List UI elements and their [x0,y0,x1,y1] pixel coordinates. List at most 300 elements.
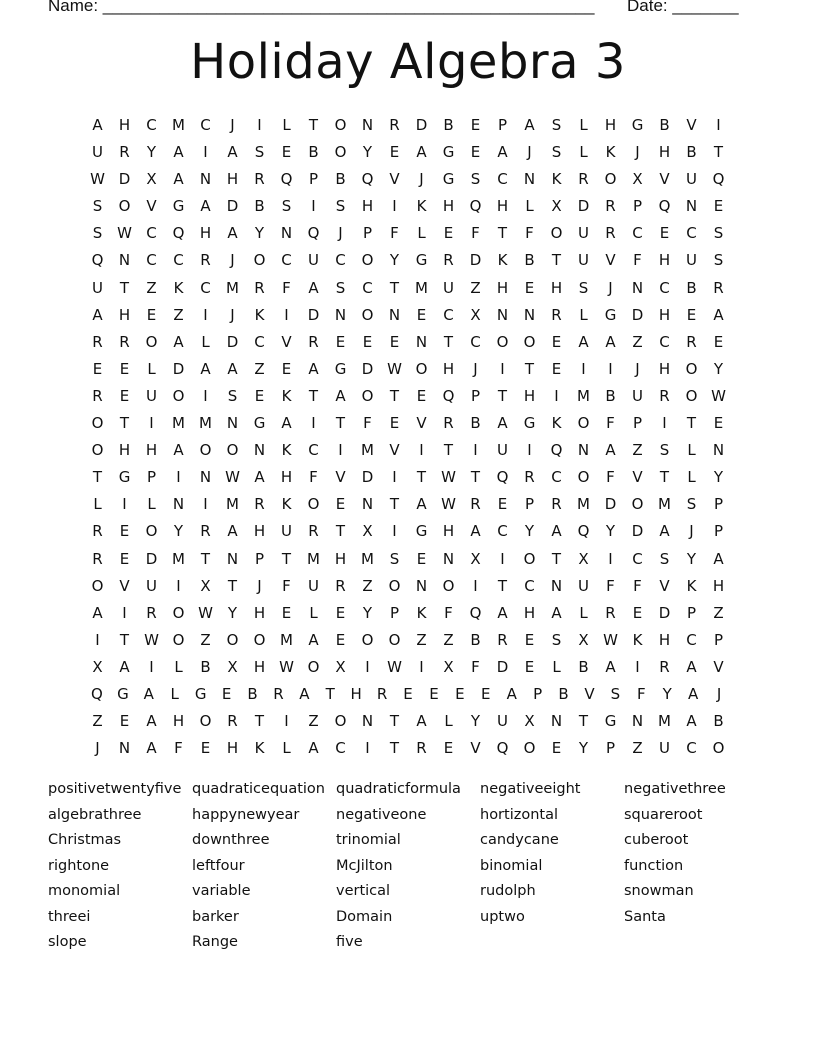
grid-letter: O [172,630,185,649]
grid-letter: C [686,630,697,649]
grid-letter: I [203,305,208,324]
grid-letter: C [362,278,373,297]
grid-letter: L [579,143,588,162]
grid-letter: A [227,522,238,541]
grid-letter: S [227,386,238,405]
grid-letter: K [416,603,427,622]
grid-letter: S [551,116,562,134]
grid-letter: I [527,441,532,460]
grid-letter: T [551,549,562,568]
grid-row [84,220,732,247]
grid-letter: A [143,684,154,703]
grid-letter: T [308,386,319,405]
grid-letter: U [578,576,589,595]
grid-letter: G [117,684,129,703]
grid-row [84,627,732,654]
grid-row [84,654,732,681]
grid-row [84,275,732,302]
grid-letter: E [281,603,292,622]
grid-letter: R [578,170,589,189]
grid-letter: P [713,630,724,649]
grid-letter: S [659,441,670,460]
grid-letter: M [172,116,185,134]
word-list-item: candycane [480,832,559,848]
grid-letter: T [308,116,319,134]
grid-letter: R [659,657,670,676]
grid-row [84,708,732,735]
grid-letter: A [281,414,292,433]
grid-letter: E [551,359,562,378]
word-list-item: algebrathree [48,806,142,823]
grid-letter: K [281,495,292,514]
grid-letter: O [172,603,185,622]
grid-letter: S [659,549,670,568]
grid-letter: H [550,278,563,297]
grid-letter: L [552,657,561,676]
grid-letter: O [712,739,725,758]
word-list-item: squareroot [624,806,703,823]
grid-letter: R [119,332,130,351]
grid-letter: W [279,657,294,676]
grid-letter: T [497,386,508,405]
grid-letter: I [311,197,316,216]
grid-letter: T [254,712,265,731]
grid-letter: F [444,603,453,622]
grid-letter: I [338,441,343,460]
grid-letter: P [308,170,319,189]
grid-letter: P [497,116,508,134]
grid-letter: M [361,549,374,568]
grid-letter: A [506,684,517,703]
grid-letter: P [389,603,400,622]
grid-letter: R [605,603,616,622]
grid-letter: W [387,657,402,676]
grid-letter: Z [146,278,157,297]
grid-letter: T [578,712,589,731]
grid-letter: W [711,386,726,405]
grid-letter: Z [308,712,319,731]
grid-letter: F [363,414,372,433]
grid-letter: N [172,495,185,514]
grid-letter: R [389,116,400,134]
grid-letter: R [551,305,562,324]
grid-letter: E [713,414,724,433]
grid-letter: R [443,414,454,433]
grid-letter: F [282,576,291,595]
grid-letter: L [417,224,426,243]
grid-letter: I [554,386,559,405]
grid-letter: H [253,522,266,541]
grid-row [84,139,732,166]
grid-letter: F [471,657,480,676]
grid-letter: P [632,197,643,216]
grid-letter: Y [662,684,672,703]
grid-letter: H [658,143,671,162]
grid-letter: Z [254,359,265,378]
word-list-item: downthree [192,832,270,848]
grid-letter: O [496,332,509,351]
grid-letter: R [254,170,265,189]
grid-letter: N [415,576,428,595]
grid-letter: Z [632,739,643,758]
grid-letter: E [119,522,130,541]
grid-letter: P [146,468,157,487]
grid-letter: F [606,414,615,433]
word-list-item: binomial [480,857,543,874]
grid-letter: T [416,468,427,487]
grid-letter: O [388,630,401,649]
grid-letter: Y [227,603,238,622]
grid-letter: E [551,739,562,758]
grid-letter: A [119,657,130,676]
word-list-item: leftfour [192,857,245,874]
grid-letter: P [524,495,535,514]
word-list-item: five [336,934,363,950]
grid-letter: H [350,684,362,703]
grid-letter: I [365,657,370,676]
grid-letter: G [442,170,455,189]
grid-letter: I [608,359,613,378]
grid-letter: I [311,414,316,433]
grid-letter: G [334,359,347,378]
grid-letter: B [200,657,211,676]
grid-letter: A [254,468,265,487]
grid-letter: Z [173,305,184,324]
grid-letter: Z [416,630,427,649]
grid-letter: E [416,549,427,568]
grid-row [84,573,732,600]
grid-letter: E [389,332,400,351]
grid-letter: X [335,657,346,676]
grid-letter: P [713,522,724,541]
grid-letter: T [119,278,130,297]
grid-letter: Y [578,739,589,758]
grid-letter: R [273,684,284,703]
grid-letter: N [334,305,347,324]
grid-letter: U [659,739,670,758]
grid-row [84,518,732,545]
grid-letter: H [118,305,131,324]
grid-letter: E [524,630,535,649]
grid-letter: A [308,630,319,649]
grid-letter: O [307,495,320,514]
grid-letter: M [226,495,239,514]
grid-letter: A [605,657,616,676]
grid-letter: U [281,522,292,541]
grid-letter: E [362,332,373,351]
grid-letter: Q [550,441,563,460]
grid-letter: R [443,251,454,270]
grid-letter: Y [362,603,373,622]
grid-letter: N [415,332,428,351]
grid-letter: R [146,603,157,622]
word-list-item: rudolph [480,883,536,899]
grid-letter: J [230,251,235,270]
grid-letter: W [144,630,159,649]
grid-letter: R [605,197,616,216]
grid-letter: C [659,332,670,351]
grid-letter: R [200,522,211,541]
grid-letter: E [335,630,346,649]
grid-letter: J [230,116,235,134]
grid-letter: Y [470,712,481,731]
grid-letter: H [226,739,239,758]
grid-letter: W [603,630,618,649]
grid-letter: L [687,441,696,460]
grid-letter: U [308,251,319,270]
grid-letter: Y [713,359,724,378]
grid-letter: C [497,170,508,189]
grid-letter: B [470,630,481,649]
word-list-item: Range [192,934,238,950]
name-field-label: Name: ____________________________________________________ [48,0,595,15]
grid-letter: Q [91,251,104,270]
grid-letter: G [604,305,617,324]
grid-letter: Q [496,468,509,487]
grid-letter: P [686,603,697,622]
grid-letter: F [606,576,615,595]
grid-letter: V [335,468,346,487]
grid-letter: V [713,657,724,676]
grid-letter: A [92,305,103,324]
grid-letter: V [416,414,427,433]
grid-letter: T [551,251,562,270]
grid-letter: Z [200,630,211,649]
grid-letter: L [174,657,183,676]
grid-letter: Z [443,630,454,649]
grid-letter: Z [362,576,373,595]
grid-letter: E [389,143,400,162]
word-list-item: Christmas [48,832,122,848]
grid-letter: R [376,684,388,703]
grid-letter: C [632,224,643,243]
grid-row [84,166,732,193]
grid-letter: S [281,197,292,216]
grid-letter: H [658,359,671,378]
grid-letter: T [389,739,400,758]
grid-letter: K [497,251,508,270]
grid-letter: Q [469,603,482,622]
grid-letter: F [174,739,183,758]
grid-letter: M [415,278,428,297]
grid-letter: E [481,684,491,703]
grid-letter: S [713,224,724,243]
grid-letter: H [496,197,509,216]
grid-letter: B [254,197,265,216]
grid-letter: B [686,143,697,162]
grid-letter: E [713,332,724,351]
grid-letter: S [389,549,400,568]
grid-row [84,546,732,573]
grid-letter: E [119,386,130,405]
grid-letter: S [686,495,697,514]
grid-letter: I [392,468,397,487]
grid-letter: X [200,576,211,595]
grid-letter: O [577,468,590,487]
grid-letter: D [226,332,239,351]
grid-letter: I [176,576,181,595]
grid-letter: J [608,278,613,297]
grid-letter: A [146,739,157,758]
grid-letter: A [686,657,697,676]
grid-letter: F [309,468,318,487]
grid-letter: C [146,251,157,270]
grid-letter: O [685,386,698,405]
grid-letter: A [308,739,319,758]
grid-letter: W [90,170,105,189]
grid-letter: I [203,495,208,514]
grid-letter: T [659,468,670,487]
grid-letter: C [173,251,184,270]
grid-letter: O [199,441,212,460]
grid-letter: F [606,468,615,487]
grid-letter: C [686,224,697,243]
grid-letter: F [633,251,642,270]
grid-letter: B [247,684,258,703]
grid-letter: H [253,603,266,622]
grid-letter: Q [91,684,103,703]
grid-letter: N [523,305,536,324]
grid-row [84,681,732,708]
grid-letter: L [170,684,179,703]
grid-letter: O [523,549,536,568]
grid-letter: O [91,441,104,460]
grid-letter: H [658,630,671,649]
grid-letter: O [334,143,347,162]
grid-letter: L [147,495,156,514]
grid-letter: A [416,712,427,731]
grid-letter: J [257,576,262,595]
grid-letter: B [335,170,346,189]
grid-letter: K [281,386,292,405]
grid-letter: V [119,576,130,595]
grid-letter: S [92,197,103,216]
word-search-grid [84,112,732,762]
grid-letter: I [203,386,208,405]
grid-letter: J [635,143,640,162]
grid-letter: I [149,657,154,676]
grid-letter: R [119,143,130,162]
grid-letter: S [551,630,562,649]
grid-letter: B [558,684,569,703]
grid-letter: E [200,739,211,758]
grid-letter: M [226,278,239,297]
page-title: Holiday Algebra 3 [190,34,626,90]
grid-letter: J [689,522,694,541]
grid-letter: T [389,386,400,405]
grid-letter: C [335,251,346,270]
grid-letter: O [253,251,266,270]
grid-letter: T [227,576,238,595]
grid-letter: V [605,251,616,270]
grid-letter: A [605,441,616,460]
grid-letter: L [309,603,318,622]
grid-letter: K [551,414,562,433]
grid-letter: E [632,603,643,622]
grid-letter: O [415,359,428,378]
word-list-item: McJilton [336,857,393,874]
grid-letter: C [200,278,211,297]
grid-letter: Q [172,224,185,243]
grid-letter: V [686,116,697,134]
grid-letter: B [308,143,319,162]
grid-letter: R [308,332,319,351]
grid-letter: N [442,549,455,568]
grid-letter: N [361,116,374,134]
grid-letter: B [524,251,535,270]
grid-letter: J [230,305,235,324]
grid-letter: C [335,739,346,758]
grid-letter: L [201,332,210,351]
grid-letter: U [578,251,589,270]
grid-letter: X [578,549,589,568]
grid-letter: I [122,495,127,514]
grid-letter: J [473,359,478,378]
grid-letter: H [658,251,671,270]
grid-letter: W [441,495,456,514]
grid-letter: E [686,305,697,324]
grid-letter: U [92,143,103,162]
grid-letter: N [199,170,212,189]
grid-row [84,247,732,274]
grid-letter: B [686,278,697,297]
grid-letter: X [470,549,481,568]
grid-row [84,329,732,356]
grid-letter: O [361,305,374,324]
grid-letter: V [584,684,595,703]
grid-letter: Y [389,251,400,270]
grid-letter: C [146,116,157,134]
grid-letter: C [308,441,319,460]
grid-letter: A [173,441,184,460]
grid-letter: A [470,522,481,541]
grid-letter: O [334,712,347,731]
grid-letter: S [578,278,589,297]
grid-letter: I [392,522,397,541]
grid-letter: N [280,224,293,243]
grid-letter: D [307,305,320,324]
grid-letter: K [686,576,697,595]
grid-letter: W [117,224,132,243]
grid-letter: N [361,712,374,731]
grid-letter: E [254,386,265,405]
grid-letter: N [685,197,698,216]
grid-letter: X [470,305,481,324]
grid-row [84,491,732,518]
grid-letter: I [608,549,613,568]
grid-letter: U [443,278,454,297]
grid-letter: E [524,657,535,676]
grid-letter: O [577,414,590,433]
grid-letter: P [362,224,373,243]
grid-letter: A [497,414,508,433]
grid-letter: E [335,495,346,514]
grid-letter: E [335,332,346,351]
grid-letter: G [194,684,207,703]
grid-letter: V [659,170,670,189]
grid-letter: I [419,657,424,676]
grid-letter: G [415,522,428,541]
grid-letter: U [497,441,508,460]
grid-letter: N [631,278,644,297]
grid-letter: N [631,712,644,731]
grid-letter: I [473,441,478,460]
grid-letter: N [577,441,590,460]
grid-letter: A [299,684,310,703]
grid-letter: A [92,116,103,134]
grid-letter: C [443,305,454,324]
grid-letter: L [525,197,534,216]
